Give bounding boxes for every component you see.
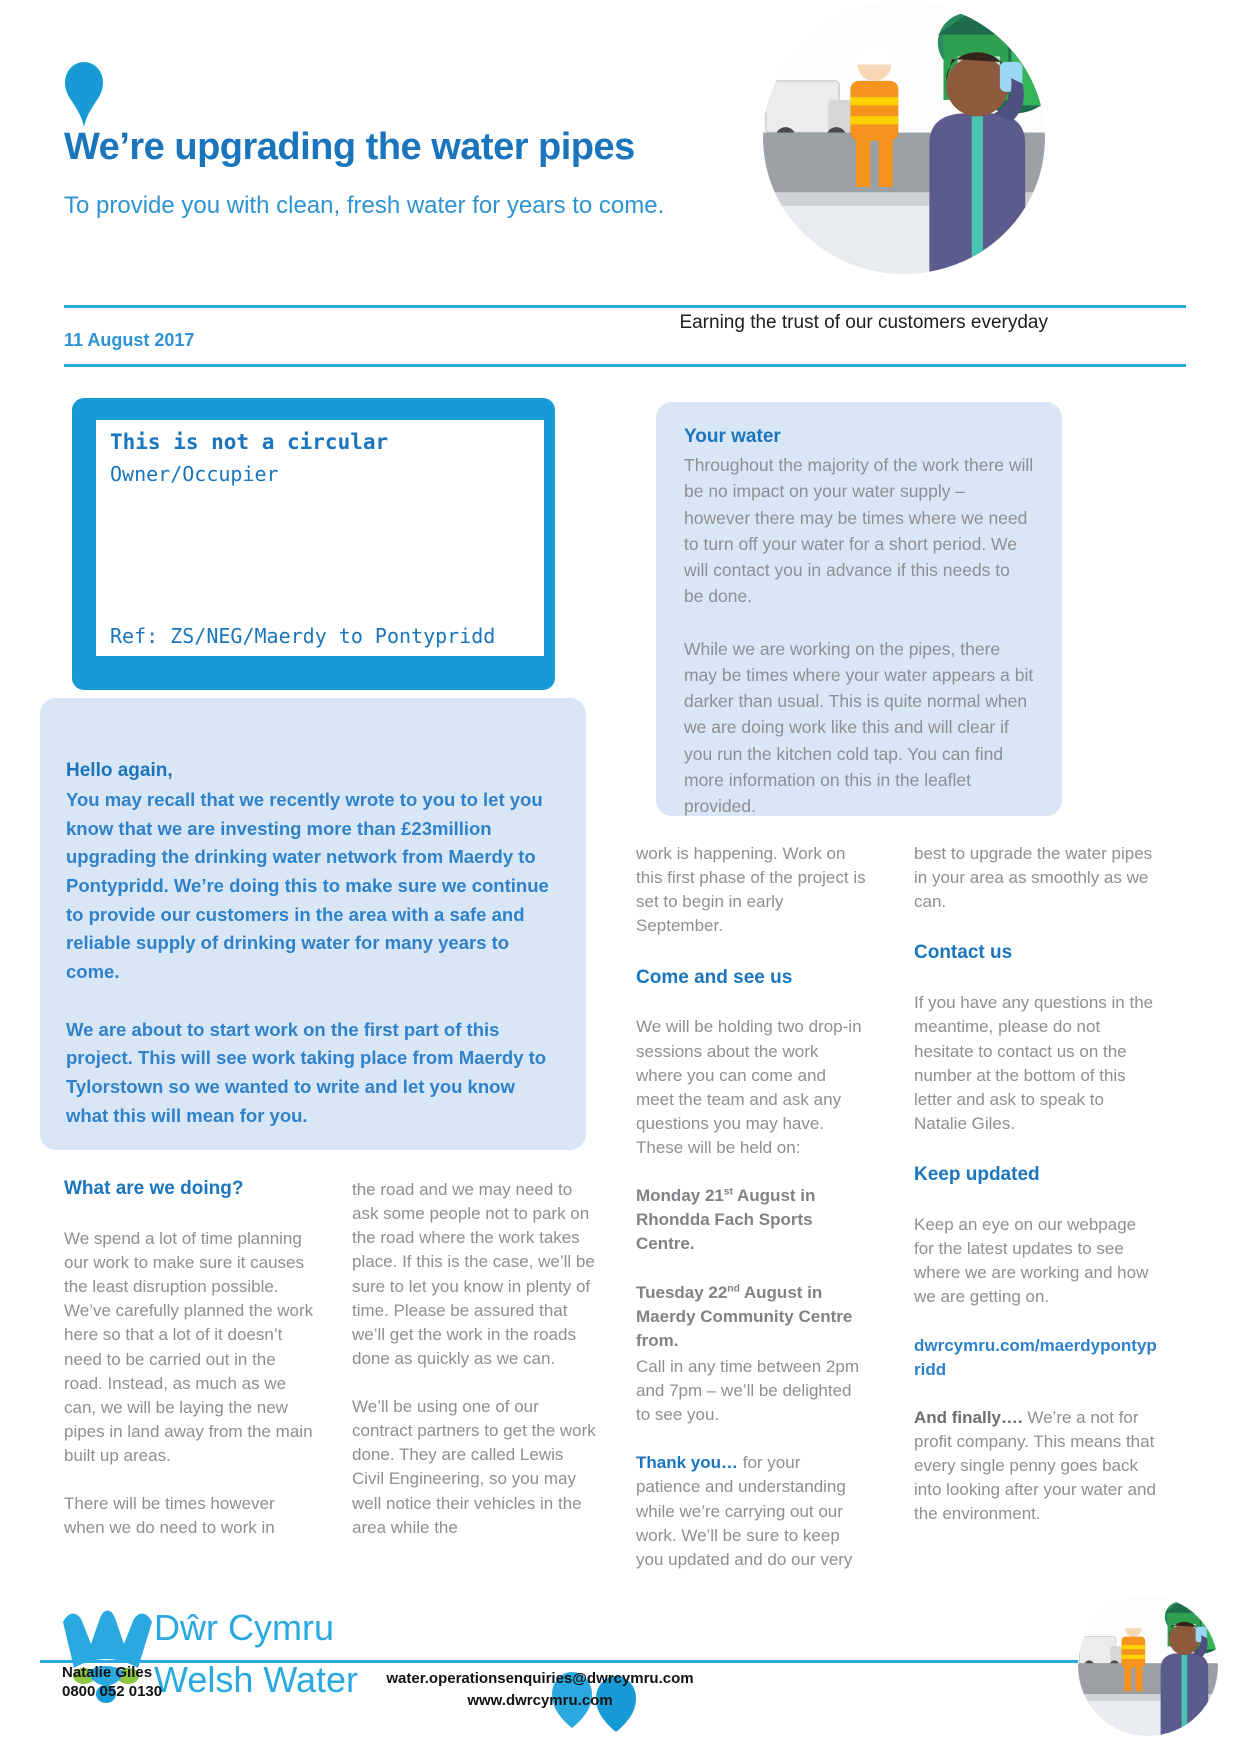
event-venue: August in Rhondda Fach Sports Centre. [636,1186,816,1254]
phase-start-paragraph: work is happening. Work on this first phase of the project is set to begin in early September. [636,844,866,936]
footer-illustration [1078,1596,1218,1736]
water-droplet-icon [64,58,104,128]
hello-again-paragraph: You may recall that we recently wrote to you to let you know that we are investing more than £23million upgrading the drinking water network from Maerdy to Pontypridd. We’re doing this to make sure we continue to provide our customers in the area with a safe and reliable supply of drinking water for many years to come. [66,789,549,983]
event-day: Monday 21 [636,1186,724,1206]
event-venue: August in Maerdy Community Centre from. [636,1282,853,1350]
column-what-are-we-doing [64,1176,316,1564]
address-window-inner [96,420,544,656]
page-title: We’re upgrading the water pipes [64,126,635,168]
keep-updated-paragraph: Keep an eye on our webpage for the latest updates to see where we are working and how we are getting on. [914,1215,1149,1307]
thank-you-text: for your patience and understanding while we’re carrying out our work. We’ll be sure to keep you updated and do our very [636,1453,853,1569]
event-tuesday [636,1281,866,1353]
come-see-us-heading: Come and see us [636,966,793,988]
call-in-paragraph: Call in any time between 2pm and 7pm – we’ll be delighted to see you. [636,1356,860,1425]
contact-us-paragraph: If you have any questions in the meantime, please do not hesitate to contact us on the number at the bottom of this letter and ask to speak to Natalie Giles. [914,993,1154,1133]
brand-name-welsh: Dŵr Cymru [154,1607,334,1648]
event-day: Tuesday 22 [636,1282,728,1302]
event-ordinal: st [723,1186,733,1198]
smoothly-paragraph: best to upgrade the water pipes in your area as smoothly as we can. [914,844,1153,912]
divider-top [64,305,1186,308]
your-water-paragraph: While we are working on the pipes, there may be times where your water appears a bit darker than usual. This is quite normal when we are doing work like this and will clear if you run the kitchen cold tap. You can find more information on this in the leaflet provided. [684,638,1034,816]
project-webpage-link[interactable]: dwrcymru.com/maerdypontypridd [914,1335,1157,1379]
your-water-panel [656,402,1062,816]
contact-phone[interactable]: 0800 052 0130 [62,1682,163,1700]
contact-name: Natalie Giles [62,1664,153,1681]
and-finally-text: We’re a not for profit company. This means that every single penny goes back into looking after your water and the environment. [914,1407,1156,1524]
contact-us-heading: Contact us [914,942,1013,964]
thank-you-label: Thank you… [636,1453,739,1473]
footer-contact-block [62,1664,162,1702]
what-doing-heading: What are we doing? [64,1178,244,1199]
keep-updated-heading: Keep updated [914,1164,1040,1186]
what-doing-paragraph: There will be times however when we do need to work in [64,1494,275,1538]
event-ordinal: nd [727,1282,740,1294]
letter-date: 11 August 2017 [64,330,195,350]
thank-you-paragraph [636,1451,866,1572]
brand-tagline: Earning the trust of our customers everyday [679,312,1048,333]
contact-website[interactable]: www.dwrcymru.com [467,1691,613,1709]
reference-label: Ref: ZS/NEG/Maerdy to Pontypridd [110,624,496,648]
addressee-label: Owner/Occupier [110,462,279,486]
hello-again-heading: Hello again, [66,760,173,781]
and-finally-label: And finally…. [914,1407,1023,1427]
column-contact-us [914,842,1160,1550]
not-a-circular-label: This is not a circular [110,430,389,454]
drop-in-sessions-paragraph: We will be holding two drop-in sessions about the work where you can come and meet the team and ask any questions you may have. These will be held on: [636,1017,862,1158]
divider-under-date [64,364,1186,367]
contact-email[interactable]: water.operationsenquiries@dwrcymru.com [386,1670,694,1687]
contract-partner-paragraph: We’ll be using one of our contract partners to get the work done. They are called Lewis Civil Engineering, so you may well notice their vehicles in the area while the [352,1397,596,1537]
column-road-works [352,1178,596,1564]
brand-name-english: Welsh Water [154,1659,359,1701]
hello-again-paragraph: We are about to start work on the first part of this project. This will see work taking place from Maerdy to Tylorstown so we wanted to write and let you know what this will mean for you. [66,1018,547,1126]
event-monday [636,1184,866,1256]
column-come-and-see-us [636,842,866,1596]
page-subtitle: To provide you with clean, fresh water for years to come. [64,192,665,219]
what-doing-paragraph: We spend a lot of time planning our work to make sure it causes the least disruption possible. We’ve carefully planned the work here so that a lot of it doesn’t need to be carried out in the road. Instead, as much as we can, we will be laying the new pipes in land away from the main built up areas. [64,1228,314,1466]
your-water-heading: Your water [684,426,781,447]
address-window-box [72,398,555,690]
and-finally-paragraph [914,1406,1160,1527]
your-water-paragraph: Throughout the majority of the work there will be no impact on your water supply – however there may be times where we need to turn off your water for a short period. We will contact you in advance if this needs to be done. [684,455,1034,607]
road-works-paragraph: the road and we may need to ask some people not to park on the road where the work takes place. If this is the case, we’ll be sure to let you know in plenty of time. Please be assured that we’ll get the work in the roads done as quickly as we can. [352,1180,595,1368]
hello-again-panel [40,698,586,1150]
footer-center-contacts [330,1668,750,1712]
